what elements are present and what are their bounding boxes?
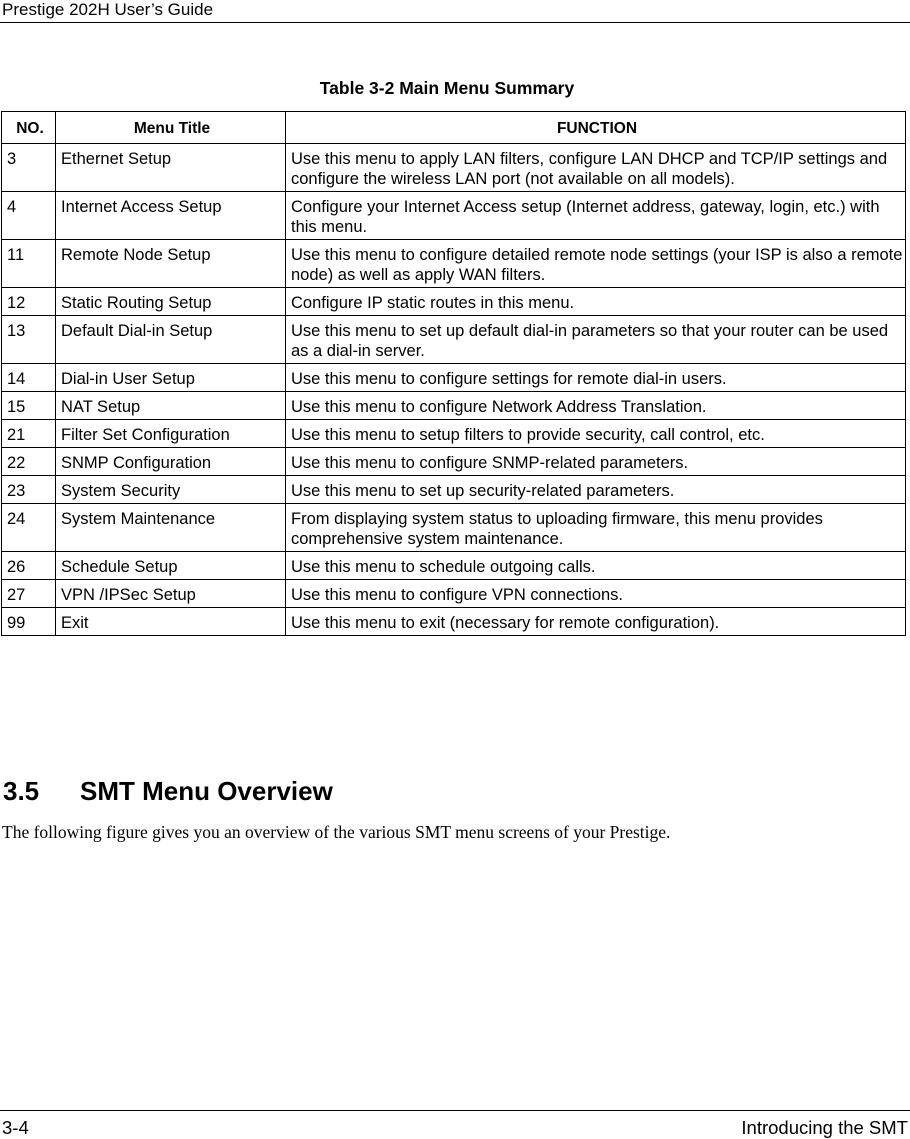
cell-menu-title: NAT Setup bbox=[56, 392, 286, 420]
page-number: 3-4 bbox=[2, 1117, 29, 1138]
cell-no: 23 bbox=[2, 476, 56, 504]
section-body-text: The following figure gives you an overview of the various SMT menu screens of your Prestige. bbox=[2, 822, 671, 842]
cell-function: Use this menu to setup filters to provide security, call control, etc. bbox=[286, 420, 906, 448]
table-row bbox=[2, 316, 906, 364]
column-header-no: NO. bbox=[2, 112, 56, 144]
table-row bbox=[2, 288, 906, 316]
section-number: 3.5 bbox=[3, 776, 40, 806]
main-menu-summary-table bbox=[1, 111, 906, 636]
cell-menu-title: Internet Access Setup bbox=[56, 192, 286, 240]
cell-no: 15 bbox=[2, 392, 56, 420]
cell-no: 26 bbox=[2, 552, 56, 580]
cell-no: 22 bbox=[2, 448, 56, 476]
section-title: SMT Menu Overview bbox=[80, 776, 333, 806]
cell-no: 14 bbox=[2, 364, 56, 392]
cell-no: 21 bbox=[2, 420, 56, 448]
cell-menu-title: Dial-in User Setup bbox=[56, 364, 286, 392]
cell-menu-title: System Security bbox=[56, 476, 286, 504]
table-row bbox=[2, 240, 906, 288]
cell-function: Use this menu to configure settings for remote dial-in users. bbox=[286, 364, 906, 392]
column-header-function: FUNCTION bbox=[286, 112, 906, 144]
cell-menu-title: VPN /IPSec Setup bbox=[56, 580, 286, 608]
cell-function: Use this menu to configure detailed remote node settings (your ISP is also a remote node) as well as apply WAN filters. bbox=[286, 240, 906, 288]
cell-function: Use this menu to set up security-related parameters. bbox=[286, 476, 906, 504]
table-row bbox=[2, 364, 906, 392]
cell-function: Use this menu to configure VPN connections. bbox=[286, 580, 906, 608]
cell-menu-title: Ethernet Setup bbox=[56, 144, 286, 192]
document-title: Prestige 202H User’s Guide bbox=[2, 0, 214, 19]
table-row bbox=[2, 552, 906, 580]
cell-function: Use this menu to schedule outgoing calls. bbox=[286, 552, 906, 580]
cell-menu-title: Remote Node Setup bbox=[56, 240, 286, 288]
table-row bbox=[2, 420, 906, 448]
table-row bbox=[2, 392, 906, 420]
cell-no: 13 bbox=[2, 316, 56, 364]
table-row bbox=[2, 608, 906, 636]
running-header bbox=[0, 0, 910, 23]
column-header-menu-title: Menu Title bbox=[56, 112, 286, 144]
cell-no: 4 bbox=[2, 192, 56, 240]
cell-function: Use this menu to configure Network Address Translation. bbox=[286, 392, 906, 420]
cell-function: Configure your Internet Access setup (Internet address, gateway, login, etc.) with this menu. bbox=[286, 192, 906, 240]
cell-no: 24 bbox=[2, 504, 56, 552]
running-footer bbox=[0, 1110, 910, 1139]
cell-function: From displaying system status to uploading firmware, this menu provides comprehensive system maintenance. bbox=[286, 504, 906, 552]
table-header-row bbox=[2, 112, 906, 144]
cell-menu-title: Static Routing Setup bbox=[56, 288, 286, 316]
chapter-title: Introducing the SMT bbox=[741, 1117, 908, 1138]
table-caption: Table 3-2 Main Menu Summary bbox=[319, 78, 575, 98]
cell-no: 3 bbox=[2, 144, 56, 192]
cell-function: Use this menu to exit (necessary for remote configuration). bbox=[286, 608, 906, 636]
table-row bbox=[2, 504, 906, 552]
cell-no: 12 bbox=[2, 288, 56, 316]
cell-menu-title: Default Dial-in Setup bbox=[56, 316, 286, 364]
cell-no: 27 bbox=[2, 580, 56, 608]
cell-menu-title: Exit bbox=[56, 608, 286, 636]
table-body bbox=[2, 144, 906, 636]
table-row bbox=[2, 192, 906, 240]
cell-function: Use this menu to set up default dial-in parameters so that your router can be used as a dial-in server. bbox=[286, 316, 906, 364]
cell-function: Use this menu to apply LAN filters, configure LAN DHCP and TCP/IP settings and configure the wireless LAN port (not available on all models). bbox=[286, 144, 906, 192]
table-row bbox=[2, 448, 906, 476]
cell-menu-title: Schedule Setup bbox=[56, 552, 286, 580]
table-row bbox=[2, 580, 906, 608]
cell-menu-title: Filter Set Configuration bbox=[56, 420, 286, 448]
cell-function: Configure IP static routes in this menu. bbox=[286, 288, 906, 316]
cell-no: 99 bbox=[2, 608, 56, 636]
cell-menu-title: SNMP Configuration bbox=[56, 448, 286, 476]
table-row bbox=[2, 144, 906, 192]
cell-function: Use this menu to configure SNMP-related parameters. bbox=[286, 448, 906, 476]
section-heading bbox=[3, 776, 333, 807]
cell-menu-title: System Maintenance bbox=[56, 504, 286, 552]
table-row bbox=[2, 476, 906, 504]
cell-no: 11 bbox=[2, 240, 56, 288]
